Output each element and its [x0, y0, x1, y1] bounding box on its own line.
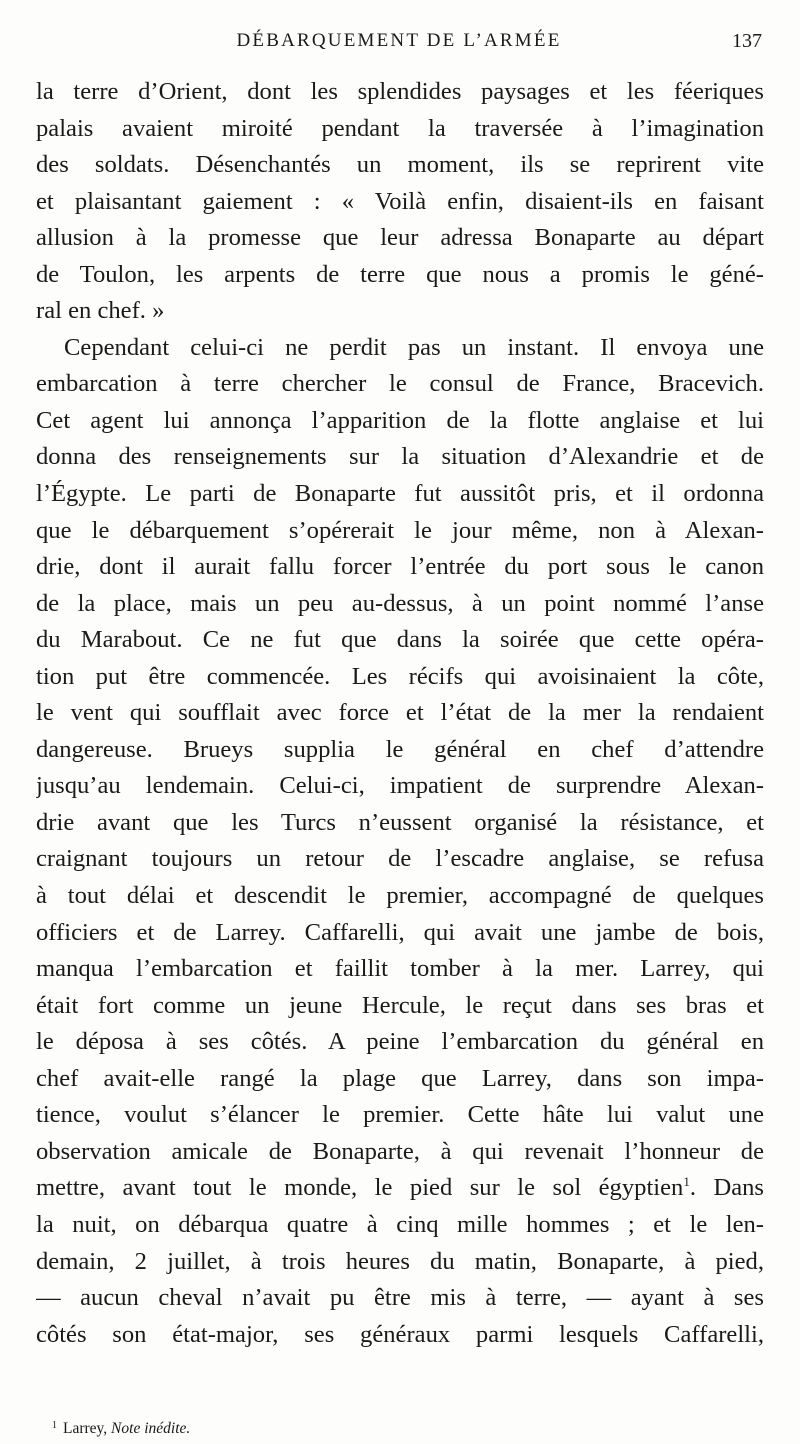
text-line: des soldats. Désenchantés un moment, ils se reprirent vite [36, 151, 764, 179]
text-line: chef avait-elle rangé la plage que Larrey, dans son impa- [36, 1064, 764, 1092]
text-line: donna des renseignements sur la situation d’Alexandrie et de [36, 443, 764, 471]
page-header [36, 30, 762, 60]
text-line: était fort comme un jeune Hercule, le reçut dans ses bras et [36, 991, 764, 1019]
paragraph-start-line: Cependant celui-ci ne perdit pas un instant. Il envoya une [64, 333, 764, 361]
text-line: embarcation à terre chercher le consul de France, Bracevich. [36, 370, 764, 398]
text-line: le vent qui soufflait avec force et l’état de la mer la rendaient [36, 699, 764, 727]
text-line: la terre d’Orient, dont les splendides paysages et les féeriques [36, 78, 764, 105]
text-line: tion put être commencée. Les récifs qui avoisinaient la côte, [36, 662, 764, 690]
text-line: allusion à la promesse que leur adressa Bonaparte au départ [36, 224, 764, 252]
text-line: à tout délai et descendit le premier, accompagné de quelques [36, 882, 764, 910]
text-line: dangereuse. Brueys supplia le général en chef d’attendre [36, 735, 764, 763]
text-line: demain, 2 juillet, à trois heures du matin, Bonaparte, à pied, [36, 1247, 764, 1275]
text-line: côtés son état-major, ses généraux parmi lesquels Caffarelli, [36, 1320, 764, 1348]
text-line: et plaisantant gaiement : « Voilà enfin, disaient-ils en faisant [36, 187, 764, 215]
text-line: tience, voulut s’élancer le premier. Cette hâte lui valut une [36, 1101, 764, 1129]
footnote-mark: 1 [52, 1420, 57, 1431]
text-line: de Toulon, les arpents de terre que nous a promis le géné- [36, 260, 764, 288]
footnote-author: Larrey, [63, 1420, 108, 1437]
body-text [36, 74, 764, 1353]
line-tail: . Dans [689, 1174, 764, 1202]
text-line: manqua l’embarcation et faillit tomber à la mer. Larrey, qui [36, 955, 764, 983]
text-line: palais avaient miroité pendant la traversée à l’imagination [36, 114, 764, 142]
text-line-with-footnote [36, 1170, 764, 1207]
text-line: — aucun cheval n’avait pu être mis à terre, — ayant à ses [36, 1284, 764, 1312]
text-line: le déposa à ses côtés. A peine l’embarcation du général en [36, 1028, 764, 1056]
text-line: officiers et de Larrey. Caffarelli, qui avait une jambe de bois, [36, 918, 764, 946]
line-text: mettre, avant tout le monde, le pied sur le sol égyptien [36, 1174, 684, 1202]
text-line: drie avant que les Turcs n’eussent organisé la résistance, et [36, 808, 764, 836]
footnote [52, 1416, 190, 1439]
text-line: de la place, mais un peu au-dessus, à un point nommé l’anse [36, 589, 764, 617]
footnote-reference: 1 [683, 1174, 690, 1190]
text-line: que le débarquement s’opérerait le jour même, non à Alexan- [36, 516, 764, 544]
footnote-text: Note inédite. [111, 1420, 191, 1437]
text-line: drie, dont il aurait fallu forcer l’entrée du port sous le canon [36, 553, 764, 581]
page-number: 137 [732, 30, 762, 52]
text-line: craignant toujours un retour de l’escadre anglaise, se refusa [36, 845, 764, 873]
running-head: DÉBARQUEMENT DE L’ARMÉE [236, 30, 562, 51]
text-line: ral en chef. » [36, 297, 165, 325]
text-line: la nuit, on débarqua quatre à cinq mille hommes ; et le len- [36, 1210, 764, 1238]
text-line: observation amicale de Bonaparte, à qui revenait l’honneur de [36, 1137, 764, 1165]
text-line: Cet agent lui annonça l’apparition de la flotte anglaise et lui [36, 406, 764, 434]
text-line: l’Égypte. Le parti de Bonaparte fut aussitôt pris, et il ordonna [36, 480, 764, 508]
text-line: du Marabout. Ce ne fut que dans la soirée que cette opéra- [36, 626, 764, 654]
text-line: jusqu’au lendemain. Celui-ci, impatient de surprendre Alexan- [36, 772, 764, 800]
